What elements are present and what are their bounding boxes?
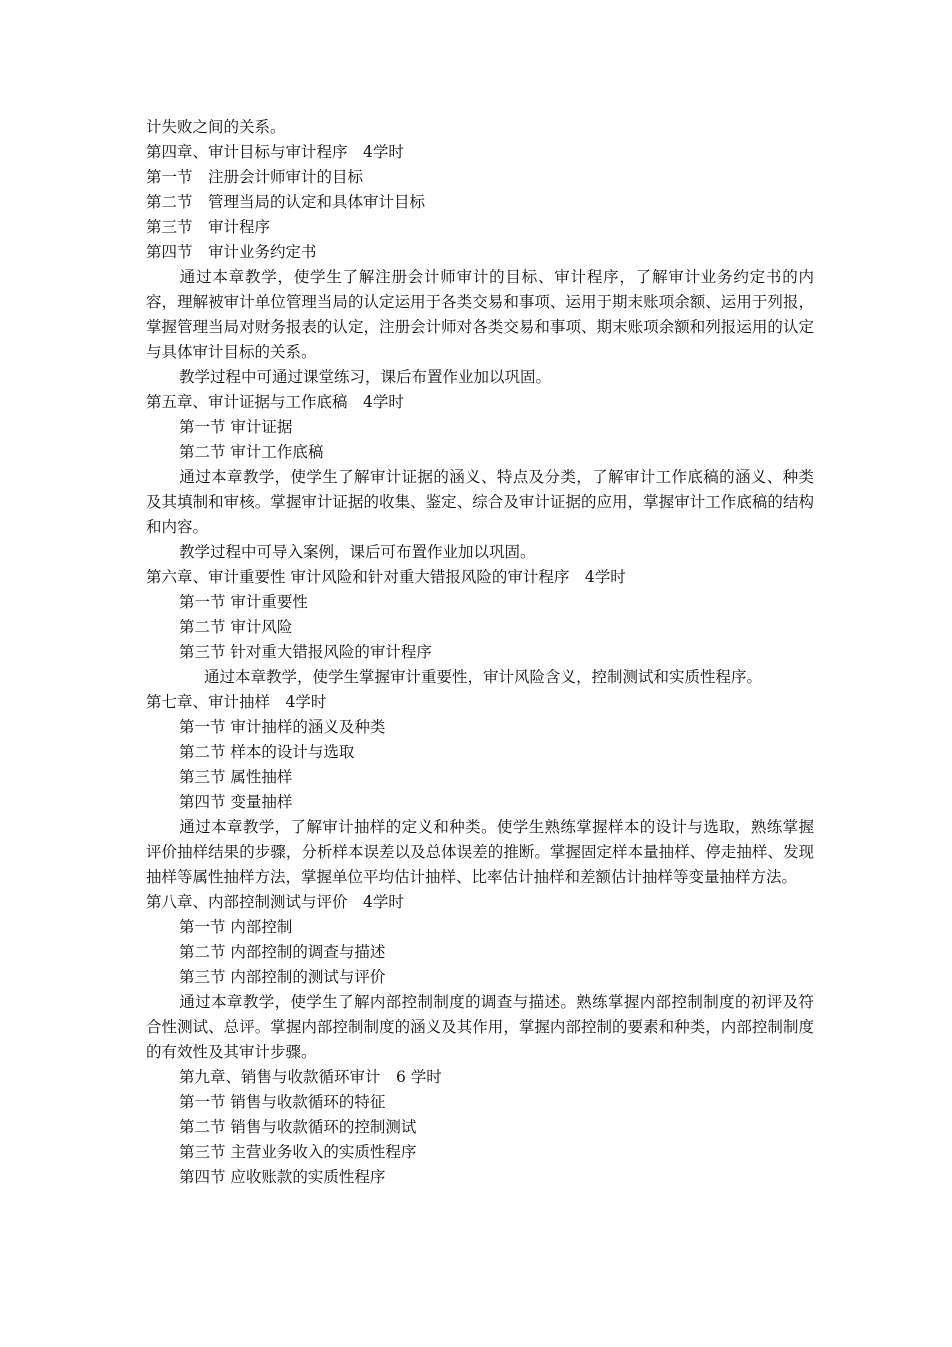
text-line: 计失败之间的关系。 (146, 118, 286, 136)
section-line: 第二节 审计工作底稿 (179, 443, 324, 461)
section-line: 第三节 主营业务收入的实质性程序 (179, 1143, 417, 1161)
chapter-heading: 第六章、审计重要性 审计风险和针对重大错报风险的审计程序 4学时 (146, 568, 626, 586)
chapter-heading: 第七章、审计抽样 4学时 (146, 693, 327, 711)
section-line: 第二节 审计风险 (179, 618, 293, 636)
chapter-description: 通过本章教学，使学生了解内部控制制度的调查与描述。熟练掌握内部控制制度的初评及符合性测试、总评。掌握内部控制制度的涵义及其作用，掌握内部控制的要素和种类，内部控制制度的有效性及其审计步骤。 (146, 993, 814, 1061)
section-line: 第二节 销售与收款循环的控制测试 (179, 1118, 417, 1136)
section-line: 第一节 审计重要性 (179, 593, 308, 611)
chapter-description: 通过本章教学，使学生了解注册会计师审计的目标、审计程序，了解审计业务约定书的内容，理解被审计单位管理当局的认定运用于各类交易和事项、运用于期末账项余额、运用于列报，掌握管理当局对财务报表的认定，注册会计师对各类交易和事项、期末账项余额和列报运用的认定与具体审计目标的关系。 (146, 268, 814, 361)
section-line: 第四节 变量抽样 (179, 793, 293, 811)
chapter-description: 通过本章教学，使学生掌握审计重要性，审计风险含义，控制测试和实质性程序。 (204, 668, 763, 686)
section-line: 第三节 针对重大错报风险的审计程序 (179, 643, 432, 661)
chapter-heading: 第八章、内部控制测试与评价 4学时 (146, 893, 404, 911)
chapter-heading: 第五章、审计证据与工作底稿 4学时 (146, 393, 404, 411)
section-line: 第一节 审计证据 (179, 418, 293, 436)
chapter-description: 通过本章教学，了解审计抽样的定义和种类。使学生熟练掌握样本的设计与选取，熟练掌握评价抽样结果的步骤，分析样本误差以及总体误差的推断。掌握固定样本量抽样、停走抽样、发现抽样等属性抽样方法，掌握单位平均估计抽样、比率估计抽样和差额估计抽样等变量抽样方法。 (146, 818, 814, 886)
section-line: 第一节 审计抽样的涵义及种类 (179, 718, 386, 736)
section-line: 第三节 审计程序 (146, 218, 271, 236)
section-line: 第三节 内部控制的测试与评价 (179, 968, 386, 986)
section-line: 第一节 注册会计师审计的目标 (146, 168, 364, 186)
teaching-note: 教学过程中可通过课堂练习，课后布置作业加以巩固。 (179, 368, 552, 386)
section-line: 第二节 样本的设计与选取 (179, 743, 355, 761)
chapter-description: 通过本章教学，使学生了解审计证据的涵义、特点及分类，了解审计工作底稿的涵义、种类及其填制和审核。掌握审计证据的收集、鉴定、综合及审计证据的应用，掌握审计工作底稿的结构和内容。 (146, 468, 814, 536)
section-line: 第一节 销售与收款循环的特征 (179, 1093, 386, 1111)
section-line: 第二节 内部控制的调查与描述 (179, 943, 386, 961)
section-line: 第四节 应收账款的实质性程序 (179, 1168, 386, 1186)
section-line: 第四节 审计业务约定书 (146, 243, 317, 261)
section-line: 第二节 管理当局的认定和具体审计目标 (146, 193, 426, 211)
section-line: 第三节 属性抽样 (179, 768, 293, 786)
chapter-heading: 第四章、审计目标与审计程序 4学时 (146, 143, 404, 161)
teaching-note: 教学过程中可导入案例，课后可布置作业加以巩固。 (179, 543, 536, 561)
syllabus-text (146, 115, 814, 1190)
chapter-heading: 第九章、销售与收款循环审计 6 学时 (179, 1068, 442, 1086)
section-line: 第一节 内部控制 (179, 918, 293, 936)
